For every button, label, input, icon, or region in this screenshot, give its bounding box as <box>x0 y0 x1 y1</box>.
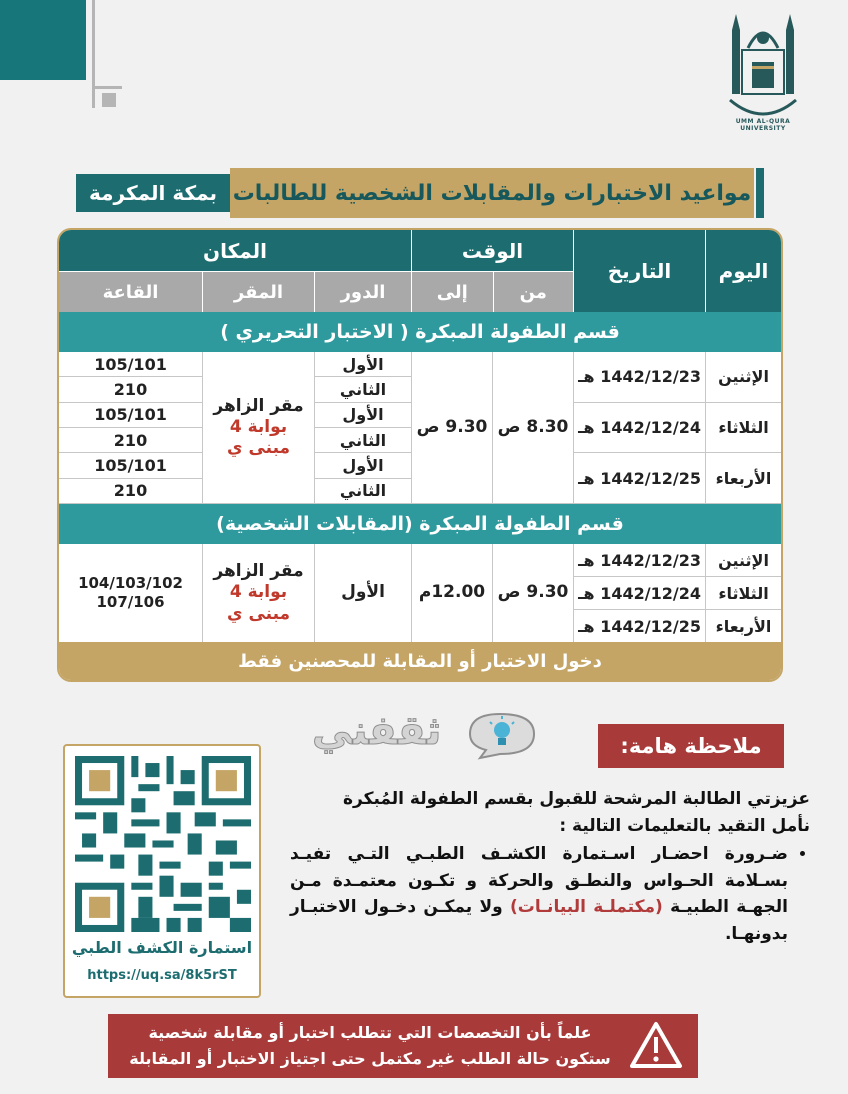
hall-cell: 105/101 <box>59 403 202 428</box>
title-accent-bar <box>756 168 764 218</box>
section1-rounds <box>314 352 411 503</box>
hq-cell <box>203 544 314 642</box>
section1-body <box>59 352 781 504</box>
hall-cell: 210 <box>113 481 148 501</box>
day-cell: الإثنين <box>706 544 781 577</box>
page-title <box>76 168 766 218</box>
header-date: التاريخ <box>573 230 705 312</box>
university-logo-icon <box>726 10 800 126</box>
warning-line: ستكون حالة الطلب غير مكتمل حتى اجتياز الاختبار أو المقابلة <box>129 1048 611 1068</box>
day-cell: الثلاثاء <box>706 577 781 610</box>
section1-to <box>411 352 492 503</box>
date-cell: 1442/12/23 هـ <box>574 352 705 403</box>
section1-days <box>705 352 781 503</box>
header-hq: المقر <box>202 272 314 312</box>
round-cell: الأول <box>315 352 411 377</box>
section2-dates <box>573 544 705 642</box>
round-cell: الأول <box>315 403 411 428</box>
note-bullet-text: ضـرورة احضـار اسـتمارة الكشـف الطبـي التـي تفيـد بسـلامة الحـواس والنطـق والحركة و تكـون معتمـدة مـن الجهـة الطبيـة <box>290 844 789 918</box>
header-time: الوقت <box>412 230 573 272</box>
hall-cell: 105/101 <box>59 352 202 377</box>
day-cell: الثلاثاء <box>706 403 781 454</box>
decorative-teal-square <box>0 0 86 80</box>
decorative-line <box>92 86 122 89</box>
warning-icon <box>628 1020 684 1072</box>
qr-card[interactable] <box>63 744 261 998</box>
note-intro: عزيزتي الطالبة المرشحة للقبول بقسم الطفولة المُبكرة <box>342 789 810 809</box>
header-place-sub <box>59 272 411 312</box>
date-cell: 1442/12/24 هـ <box>574 577 705 610</box>
time-to-cell: 9.30 ص <box>416 416 488 437</box>
hall-cell: 210 <box>59 377 202 402</box>
hall-cell: 210 <box>59 428 202 453</box>
header-to: إلى <box>436 281 468 303</box>
round-cell: الأول <box>315 453 411 478</box>
section2-hq <box>202 544 314 642</box>
header-round: الدور <box>314 272 411 312</box>
round-cell: الثاني <box>315 428 411 453</box>
section2-days <box>705 544 781 642</box>
qr-code-icon[interactable] <box>75 756 251 932</box>
date-cell: 1442/12/25 هـ <box>578 468 701 488</box>
date-cell: 1442/12/25 هـ <box>578 616 701 636</box>
decorative-grey-square <box>102 93 116 107</box>
header-day: اليوم <box>705 230 781 312</box>
section1-hq <box>202 352 314 503</box>
header-hall: القاعة <box>102 281 159 303</box>
warning-banner <box>108 1014 698 1078</box>
round-cell: الأول <box>341 582 385 603</box>
note-bullet-text: ولا يمكـن دخـول الاختبـار بدونهـا. <box>290 897 788 944</box>
section2-halls <box>59 544 202 642</box>
day-cell: الأربعاء <box>715 616 772 636</box>
date-cell: 1442/12/24 هـ <box>574 403 705 454</box>
title-location: بمكة المكرمة <box>76 174 230 212</box>
date-cell: 1442/12/23 هـ <box>574 544 705 577</box>
decorative-line <box>92 0 95 108</box>
logo-caption: UMM AL-QURA UNIVERSITY <box>735 118 791 132</box>
hq-building: مبنى ي <box>226 603 291 624</box>
qr-url-link[interactable]: https://uq.sa/8k5rST <box>87 968 237 983</box>
time-from-cell: 9.30 ص <box>497 582 569 603</box>
day-cell: الأربعاء <box>715 468 772 488</box>
warning-line: علماً بأن التخصصات التي تتطلب اختبار أو مقابلة شخصية <box>148 1023 592 1042</box>
day-cell: الإثنين <box>706 352 781 403</box>
note-badge: ملاحظة هامة: <box>598 724 784 768</box>
hq-building: مبنى ي <box>226 438 291 459</box>
hq-gate: بوابة 4 <box>229 416 288 437</box>
round-cell: الثاني <box>339 481 387 501</box>
section2-round <box>314 544 411 642</box>
title-main: مواعيد الاختبارات والمقابلات الشخصية للطالبات <box>230 168 754 218</box>
header-place: المكان <box>59 230 411 272</box>
hq-line: مقر الزاهر <box>213 395 304 416</box>
qr-label: استمارة الكشف الطبي <box>71 938 253 957</box>
brand-name: ثقفني <box>312 708 442 754</box>
section1-from <box>492 352 573 503</box>
table-header <box>59 230 781 312</box>
section-title-written-exam: قسم الطفولة المبكرة ( الاختبار التحريري ) <box>59 312 781 352</box>
hall-cell <box>59 544 202 642</box>
note-bullet <box>290 841 788 947</box>
note-body <box>290 786 810 947</box>
table-footer-note: دخول الاختبار أو المقابلة للمحصنين فقط <box>59 642 781 680</box>
schedule-table <box>57 228 783 682</box>
section2-body <box>59 544 781 642</box>
section1-dates <box>573 352 705 503</box>
hall-cell: 105/101 <box>59 453 202 478</box>
header-from: من <box>493 272 574 312</box>
note-intro: نأمل التقيد بالتعليمات التالية : <box>559 815 810 836</box>
hall-line: 104/103/102 <box>78 574 183 593</box>
note-bullet-highlight: (مكتملـة البيانـات) <box>510 897 663 918</box>
time-to-cell: 12.00م <box>418 582 486 603</box>
hq-cell <box>203 352 314 503</box>
section-title-interviews: قسم الطفولة المبكرة (المقابلات الشخصية) <box>59 504 781 544</box>
section2-from <box>492 544 573 642</box>
hq-gate: بوابة 4 <box>229 582 288 603</box>
round-cell: الثاني <box>315 377 411 402</box>
header-time-group <box>411 230 573 312</box>
header-time-sub <box>412 272 573 312</box>
section1-halls <box>59 352 202 503</box>
lightbulb-icon <box>460 710 542 760</box>
note-list <box>290 841 810 947</box>
hall-line: 107/106 <box>96 593 165 611</box>
warning-text <box>122 1020 618 1071</box>
section2-to <box>411 544 492 642</box>
hq-line: مقر الزاهر <box>213 561 304 582</box>
header-place-group <box>59 230 411 312</box>
time-from-cell: 8.30 ص <box>497 416 569 437</box>
